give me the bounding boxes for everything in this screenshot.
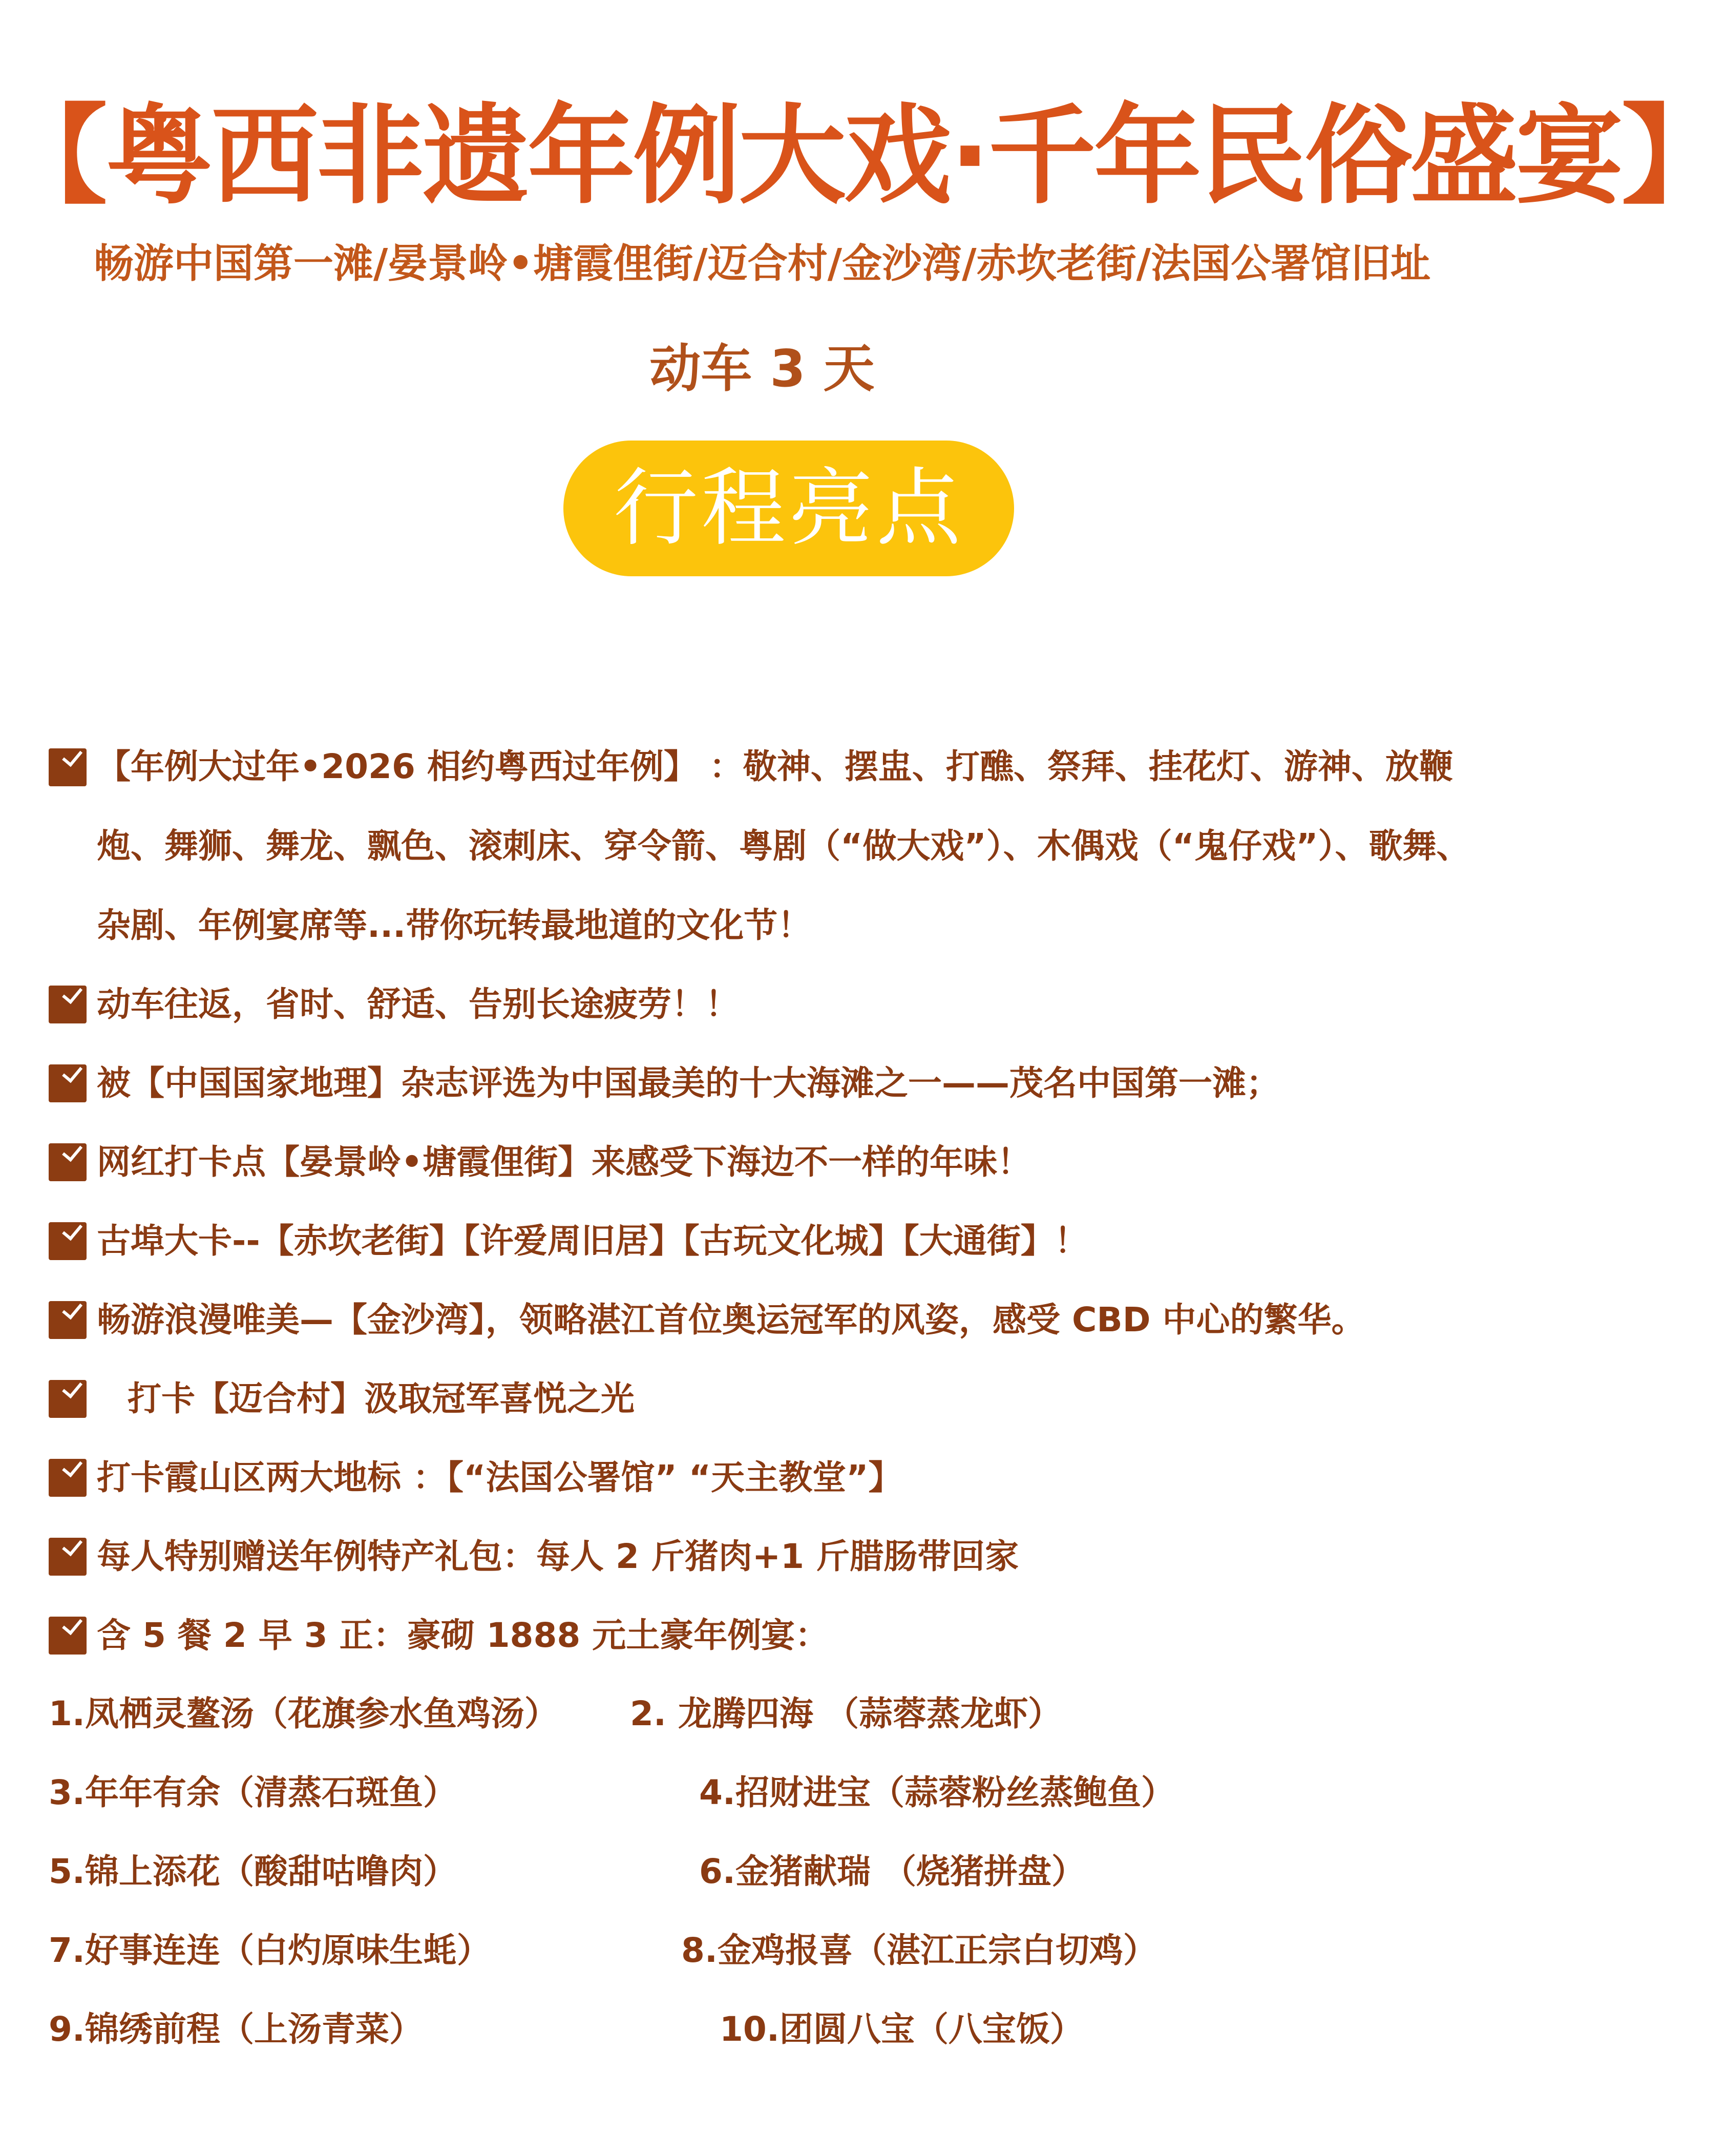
menu-row	[49, 1765, 1483, 1812]
highlight-text: 【年例大过年•2026 相约粤西过年例】 ：敬神、摆盅、打醮、祭拜、挂花灯、游神、放鞭炮、舞狮、舞龙、飘色、滚刺床、穿令箭、粤剧（“做大戏”）、木偶戏（“鬼仔戏”）、歌舞、杂剧、年例宴席等...带你玩转最地道的文化节！	[97, 747, 1470, 945]
highlight-item	[49, 1378, 1483, 1420]
menu-dish: 5.锦上添花（酸甜咕噜肉）	[49, 1852, 457, 1891]
route-subtitle: 畅游中国第一滩/晏景岭•塘霞俚街/迈合村/金沙湾/赤坎老街/法国公署馆旧址	[93, 241, 1431, 287]
menu-row	[49, 2002, 1483, 2049]
highlight-item	[49, 1299, 1483, 1341]
highlight-item	[49, 1536, 1483, 1578]
checkbox-checked-icon	[49, 1380, 87, 1418]
highlight-item	[49, 1220, 1483, 1262]
trip-duration: 动车 3 天	[649, 339, 875, 399]
highlight-text: 打卡霞山区两大地标 ：【“法国公署馆” “天主教堂”】	[97, 1458, 902, 1497]
checkbox-checked-icon	[49, 1459, 87, 1497]
highlight-text: 每人特别赠送年例特产礼包：每人 2 斤猪肉+1 斤腊肠带回家	[97, 1537, 1019, 1576]
highlight-text: 网红打卡点【晏景岭•塘霞俚街】来感受下海边不一样的年味！	[97, 1142, 1031, 1182]
highlights-list	[49, 745, 1483, 2081]
menu-dish: 2. 龙腾四海 （蒜蓉蒸龙虾）	[630, 1694, 1062, 1733]
checkbox-checked-icon	[49, 1064, 87, 1102]
checkbox-checked-icon	[49, 1222, 87, 1260]
highlight-item	[49, 727, 1483, 965]
highlight-item	[49, 983, 1483, 1025]
page-title: 【粤西非遗年例大戏·千年民俗盛宴】	[0, 93, 1727, 219]
menu-row	[49, 1923, 1483, 1970]
checkbox-checked-icon	[49, 986, 87, 1023]
checkbox-checked-icon	[49, 1617, 87, 1655]
highlight-item	[49, 1457, 1483, 1499]
menu-dish: 10.团圆八宝（八宝饭）	[720, 2010, 1084, 2049]
menu-dish: 4.招财进宝（蒜蓉粉丝蒸鲍鱼）	[699, 1773, 1175, 1812]
checkbox-checked-icon	[49, 1301, 87, 1339]
menu-row	[49, 1686, 1483, 1733]
menu-dish: 3.年年有余（清蒸石斑鱼）	[49, 1773, 457, 1812]
highlight-text: 动车往返，省时、舒适、告别长途疲劳！！	[97, 985, 739, 1024]
banquet-menu	[49, 1686, 1483, 2049]
highlight-text: 古埠大卡--【赤坎老街】【许爱周旧居】【古玩文化城】【大通街】！	[97, 1221, 1088, 1261]
menu-dish: 8.金鸡报喜（湛江正宗白切鸡）	[681, 1931, 1157, 1970]
highlight-text: 打卡【迈合村】汲取冠军喜悦之光	[128, 1379, 635, 1418]
menu-row	[49, 1844, 1483, 1891]
menu-dish: 9.锦绣前程（上汤青菜）	[49, 2010, 423, 2049]
checkbox-checked-icon	[49, 1143, 87, 1181]
checkbox-checked-icon	[49, 1538, 87, 1576]
highlight-text: 被【中国国家地理】杂志评选为中国最美的十大海滩之一——茂名中国第一滩；	[97, 1063, 1280, 1103]
highlights-badge: 行程亮点	[563, 441, 1014, 576]
menu-dish: 7.好事连连（白灼原味生蚝）	[49, 1931, 491, 1970]
highlight-item	[49, 1141, 1483, 1183]
highlight-item	[49, 1615, 1483, 1657]
highlight-text: 含 5 餐 2 早 3 正：豪砌 1888 元土豪年例宴：	[97, 1616, 829, 1655]
checkbox-checked-icon	[49, 748, 87, 786]
highlight-item	[49, 1062, 1483, 1104]
highlight-text: 畅游浪漫唯美—【金沙湾】，领略湛江首位奥运冠军的风姿，感受 CBD 中心的繁华。	[97, 1300, 1365, 1339]
menu-dish: 6.金猪献瑞 （烧猪拼盘）	[699, 1852, 1085, 1891]
menu-dish: 1.凤栖灵鳌汤（花旗参水鱼鸡汤）	[49, 1694, 558, 1733]
